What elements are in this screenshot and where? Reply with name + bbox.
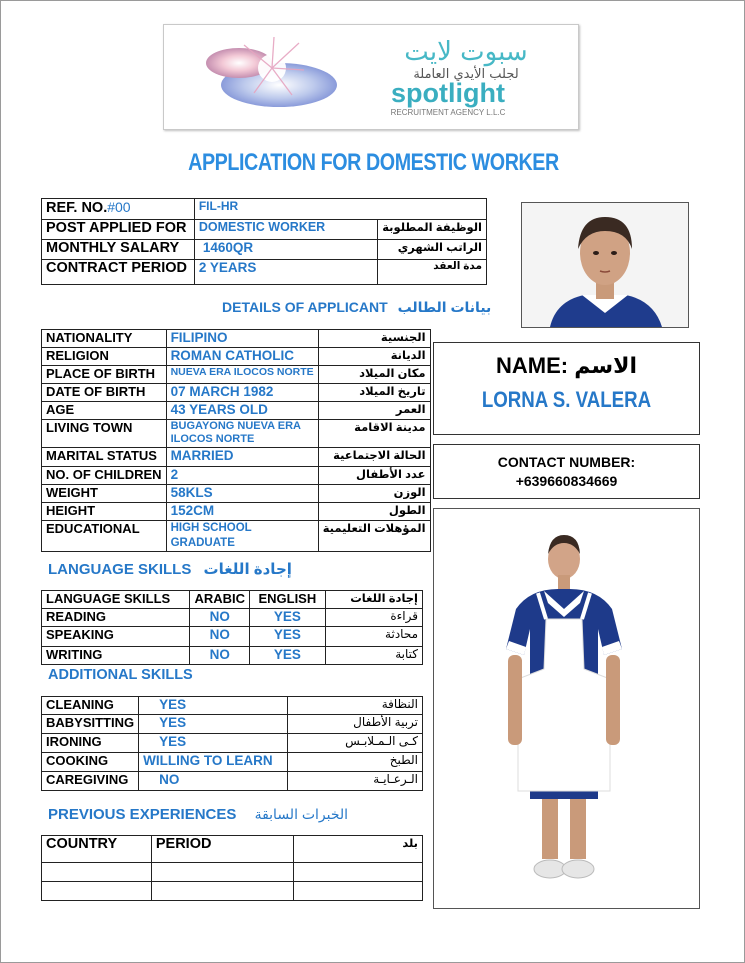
detail-row — [42, 485, 431, 503]
ref-label-cell — [42, 199, 195, 220]
ref-code: FIL-HR — [194, 199, 377, 220]
ironing-label: IRONING — [42, 734, 139, 753]
ironing-value: YES — [139, 734, 288, 753]
contract-value: 2 YEARS — [194, 260, 377, 285]
cleaning-arabic: النظافة — [288, 697, 423, 715]
experience-header-row — [42, 836, 423, 863]
reading-label: READING — [42, 609, 190, 627]
caregiving-arabic: الـرعـايـة — [288, 772, 423, 791]
weight-label: WEIGHT — [42, 485, 167, 503]
speaking-arabic-label: محادثة — [325, 627, 422, 647]
svg-text:لجلب الأيدي العاملة: لجلب الأيدي العاملة — [413, 67, 519, 82]
cleaning-value: YES — [139, 697, 288, 715]
experience-heading-en: PREVIOUS EXPERIENCES — [48, 806, 237, 823]
name-box — [433, 342, 700, 435]
fullbody-photo-icon — [434, 509, 699, 908]
cooking-value: WILLING TO LEARN — [139, 753, 288, 772]
height-label: HEIGHT — [42, 503, 167, 521]
age-label: AGE — [42, 402, 167, 420]
page-title: APPLICATION FOR DOMESTIC WORKER — [188, 149, 559, 176]
reading-arabic-label: قراءة — [325, 609, 422, 627]
language-row — [42, 609, 423, 627]
writing-arabic-label: كتابة — [325, 647, 422, 665]
post-value: DOMESTIC WORKER — [194, 220, 377, 240]
detail-row — [42, 330, 431, 348]
language-row — [42, 647, 423, 665]
contact-label: CONTACT NUMBER: — [497, 454, 636, 470]
applicant-fullbody-photo — [433, 508, 700, 909]
skill-row — [42, 753, 423, 772]
row-post — [42, 220, 487, 240]
education-value: HIGH SCHOOL GRADUATE — [166, 521, 318, 552]
height-arabic: الطول — [318, 503, 430, 521]
children-arabic: عدد الأطفال — [318, 467, 430, 485]
birthplace-arabic: مكان الميلاد — [318, 366, 430, 384]
nationality-arabic: الجنسية — [318, 330, 430, 348]
language-heading-en: LANGUAGE SKILLS — [48, 561, 192, 578]
ref-label: REF. NO. — [46, 200, 108, 216]
nationality-label: NATIONALITY — [42, 330, 167, 348]
ironing-arabic: كـى الـمـلابـس — [288, 734, 423, 753]
language-table — [41, 590, 423, 665]
country-col-header-ar: بلد — [294, 836, 423, 863]
religion-arabic: الديانة — [318, 348, 430, 366]
speaking-arabic-value: NO — [190, 627, 250, 647]
speaking-english-value: YES — [250, 627, 326, 647]
salary-label: MONTHLY SALARY — [42, 240, 195, 260]
detail-row — [42, 448, 431, 467]
speaking-label: SPEAKING — [42, 627, 190, 647]
salary-arabic: الراتب الشهري — [378, 240, 487, 260]
detail-row — [42, 348, 431, 366]
spotlight-logo-icon — [164, 25, 578, 129]
agency-logo — [163, 24, 579, 130]
reading-english-value: YES — [250, 609, 326, 627]
applicant-name: LORNA S. VALERA — [481, 387, 652, 412]
age-arabic: العمر — [318, 402, 430, 420]
skill-row — [42, 715, 423, 734]
babysitting-value: YES — [139, 715, 288, 734]
name-label-ar: الاسم — [574, 353, 638, 378]
nationality-value: FILIPINO — [166, 330, 318, 348]
detail-row — [42, 467, 431, 485]
birthplace-value: NUEVA ERA ILOCOS NORTE — [166, 366, 318, 384]
living-town-arabic: مدينة الاقامة — [318, 420, 430, 448]
country-col-header: COUNTRY — [42, 836, 152, 863]
period-col-header: PERIOD — [151, 836, 294, 863]
skill-row — [42, 772, 423, 791]
children-label: NO. OF CHILDREN — [42, 467, 167, 485]
contract-arabic: مدة العقد — [378, 260, 487, 285]
post-label: POST APPLIED FOR — [42, 220, 195, 240]
marital-status-label: MARITAL STATUS — [42, 448, 167, 467]
english-col-header: ENGLISH — [250, 591, 326, 609]
contract-label: CONTRACT PERIOD — [42, 260, 195, 285]
applicant-headshot — [521, 202, 689, 328]
experience-heading — [48, 806, 348, 823]
writing-english-value: YES — [250, 647, 326, 665]
cooking-label: COOKING — [42, 753, 139, 772]
ref-row — [42, 199, 487, 220]
caregiving-label: CAREGIVING — [42, 772, 139, 791]
experience-table — [41, 835, 423, 901]
birthdate-value: 07 MARCH 1982 — [166, 384, 318, 402]
marital-status-arabic: الحالة الاجتماعية — [318, 448, 430, 467]
detail-row — [42, 521, 431, 552]
babysitting-label: BABYSITTING — [42, 715, 139, 734]
contact-box — [433, 444, 700, 499]
post-arabic: الوظيفة المطلوبة — [378, 220, 487, 240]
arabic-col-header: ARABIC — [190, 591, 250, 609]
additional-skills-table — [41, 696, 423, 791]
detail-row — [42, 384, 431, 402]
language-col-header-ar: إجادة اللغات — [325, 591, 422, 609]
weight-arabic: الوزن — [318, 485, 430, 503]
position-table — [41, 198, 487, 285]
language-heading — [48, 560, 292, 578]
writing-arabic-value: NO — [190, 647, 250, 665]
details-heading-ar: بيانات الطالب — [397, 299, 492, 315]
skill-row — [42, 734, 423, 753]
religion-value: ROMAN CATHOLIC — [166, 348, 318, 366]
cooking-arabic: الطبخ — [288, 753, 423, 772]
experience-heading-ar: الخبرات السابقة — [254, 806, 349, 822]
birthdate-label: DATE OF BIRTH — [42, 384, 167, 402]
birthplace-label: PLACE OF BIRTH — [42, 366, 167, 384]
svg-text:RECRUITMENT AGENCY L.L.C: RECRUITMENT AGENCY L.L.C — [390, 108, 506, 117]
caregiving-value: NO — [139, 772, 288, 791]
education-label: EDUCATIONAL — [42, 521, 167, 552]
svg-text:سبوت لايت: سبوت لايت — [404, 37, 528, 67]
detail-row — [42, 402, 431, 420]
name-label-en: NAME: — [495, 353, 569, 378]
details-heading — [222, 299, 491, 316]
contact-number: +639660834669 — [515, 473, 618, 489]
salary-value: 1460QR — [194, 240, 377, 260]
language-col-header: LANGUAGE SKILLS — [42, 591, 190, 609]
cleaning-label: CLEANING — [42, 697, 139, 715]
living-town-label: LIVING TOWN — [42, 420, 167, 448]
living-town-value: BUGAYONG NUEVA ERA ILOCOS NORTE — [166, 420, 318, 448]
language-heading-ar: إجادة اللغات — [203, 561, 292, 578]
skill-row — [42, 697, 423, 715]
detail-row — [42, 420, 431, 448]
religion-label: RELIGION — [42, 348, 167, 366]
language-header-row — [42, 591, 423, 609]
additional-skills-heading: ADDITIONAL SKILLS — [48, 667, 193, 683]
children-value: 2 — [166, 467, 318, 485]
weight-value: 58KLS — [166, 485, 318, 503]
babysitting-arabic: تربية الأطفال — [288, 715, 423, 734]
row-salary — [42, 240, 487, 260]
language-row — [42, 627, 423, 647]
experience-row — [42, 882, 423, 901]
portrait-photo-icon — [522, 203, 688, 327]
detail-row — [42, 503, 431, 521]
marital-status-value: MARRIED — [166, 448, 318, 467]
details-table — [41, 329, 431, 552]
writing-label: WRITING — [42, 647, 190, 665]
name-label — [434, 353, 699, 379]
age-value: 43 YEARS OLD — [166, 402, 318, 420]
education-arabic: المؤهلات التعليمية — [318, 521, 430, 552]
experience-row — [42, 863, 423, 882]
row-contract — [42, 260, 487, 285]
detail-row — [42, 366, 431, 384]
height-value: 152CM — [166, 503, 318, 521]
birthdate-arabic: تاريخ الميلاد — [318, 384, 430, 402]
details-heading-en: DETAILS OF APPLICANT — [222, 299, 388, 315]
svg-text:spotlight: spotlight — [391, 78, 505, 108]
ref-value: #00 — [107, 199, 131, 215]
reading-arabic-value: NO — [190, 609, 250, 627]
